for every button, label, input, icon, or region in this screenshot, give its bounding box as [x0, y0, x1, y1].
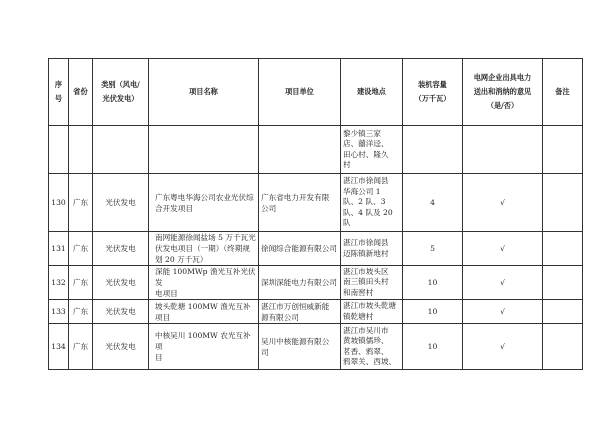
- capacity-cell: 10: [403, 324, 463, 370]
- remarks-cell: [543, 232, 583, 266]
- header-project-unit: 项目单位: [259, 59, 341, 126]
- header-category-line: 类别（风电/: [101, 80, 140, 89]
- name-line: 电项目: [155, 289, 178, 298]
- location-cell: [341, 324, 403, 370]
- name-line: 合开发项目: [155, 203, 193, 213]
- unit-line: 司: [261, 347, 269, 357]
- location-line: 和南窖村: [343, 287, 374, 297]
- table-cell: [463, 126, 543, 174]
- location-line: 队、2 队、3: [343, 197, 386, 207]
- header-location: 建设地点: [341, 59, 403, 126]
- location-line: 队、4 队及 20: [343, 207, 393, 217]
- seq-cell: 133: [49, 300, 69, 324]
- province-cell: 广东: [69, 266, 93, 300]
- location-line: 华海公司 1: [343, 186, 381, 196]
- table-cell: [49, 126, 69, 174]
- header-opinion-line: （是/否）: [486, 101, 519, 110]
- unit-line: 深圳深能电力有限公司: [261, 278, 337, 287]
- project-name-cell: [149, 266, 259, 300]
- location-line: 店、囍洋迳、: [343, 139, 389, 148]
- location-line: 鸦翠关、西坡、: [343, 357, 397, 366]
- header-seq-line: 号: [54, 94, 63, 103]
- unit-line: 湛江市万创恒威新能: [261, 301, 330, 311]
- table-cell: [69, 126, 93, 174]
- name-line: 划 20 万千瓦）: [155, 255, 208, 264]
- location-line: 湛江市坡头乾塘: [343, 301, 397, 310]
- location-cell: [341, 266, 403, 300]
- project-name-cell: [149, 174, 259, 232]
- project-unit-cell: [259, 300, 341, 324]
- capacity-cell: 10: [403, 300, 463, 324]
- header-grid-opinion: [463, 59, 543, 126]
- header-seq-line: 序: [54, 80, 63, 89]
- seq-cell: 132: [49, 266, 69, 300]
- unit-line: 吴川中核能源有限公: [261, 336, 330, 346]
- location-line: 湛江市坡头区: [343, 266, 389, 276]
- project-name-cell: [149, 324, 259, 370]
- project-unit-cell: [259, 324, 341, 370]
- table-row: [49, 232, 583, 266]
- province-cell: 广东: [69, 324, 93, 370]
- header-row: [49, 59, 583, 126]
- category-cell: 光伏发电: [93, 324, 149, 370]
- project-unit-cell: [259, 266, 341, 300]
- location-cell: [341, 300, 403, 324]
- category-cell: 光伏发电: [93, 266, 149, 300]
- header-opinion-line: 送出和消纳的意见: [473, 87, 532, 96]
- table-cell: [93, 126, 149, 174]
- unit-line: 徐闻综合能源有限公司: [261, 244, 337, 253]
- unit-line: 源有限公司: [261, 312, 299, 322]
- header-category-line: 光伏发电）: [102, 94, 139, 103]
- location-line: 田心村、隆久: [343, 149, 389, 159]
- table-row: [49, 300, 583, 324]
- province-cell: 广东: [69, 174, 93, 232]
- header-project-name: 项目名称: [149, 59, 259, 126]
- opinion-cell: √: [463, 232, 543, 266]
- table-cell: [149, 126, 259, 174]
- table-row: [49, 266, 583, 300]
- header-opinion-line: 电网企业出具电力: [473, 73, 532, 82]
- continuation-row: [49, 126, 583, 174]
- province-cell: 广东: [69, 232, 93, 266]
- header-capacity-line: 装机容量: [418, 80, 447, 89]
- name-line: 深能 100MWp 渔光互补光伏发: [155, 267, 256, 287]
- remarks-cell: [543, 300, 583, 324]
- seq-cell: 131: [49, 232, 69, 266]
- header-category: [93, 59, 149, 126]
- project-unit-cell: [259, 174, 341, 232]
- header-remarks: 备注: [543, 59, 583, 126]
- table-row: [49, 174, 583, 232]
- location-line: 湛江市吴川市: [343, 325, 389, 335]
- location-line: 村: [343, 160, 351, 169]
- capacity-cell: 5: [403, 232, 463, 266]
- name-line: 目: [155, 353, 163, 362]
- capacity-cell: 4: [403, 174, 463, 232]
- name-line: 南网能源徐闻盐场 5 万千瓦光: [155, 233, 256, 242]
- location-line: 队: [343, 218, 351, 228]
- location-line: 湛江市徐闻县: [343, 176, 389, 186]
- opinion-cell: √: [463, 300, 543, 324]
- name-line: 坡头乾塘 100MW 渔光互补项目: [155, 301, 251, 322]
- location-line: 黎少镇三家: [343, 128, 381, 138]
- unit-line: 广东省电力开发有限: [261, 192, 330, 202]
- name-line: 中核吴川 100MW 农光互补项: [155, 331, 251, 351]
- seq-cell: 130: [49, 174, 69, 232]
- project-name-cell: [149, 232, 259, 266]
- province-cell: 广东: [69, 300, 93, 324]
- table-cell: [403, 126, 463, 174]
- opinion-cell: √: [463, 266, 543, 300]
- name-line: 广东粤电华海公司农业光伏综: [155, 192, 254, 202]
- header-capacity: [403, 59, 463, 126]
- project-name-cell: [149, 300, 259, 324]
- category-cell: 光伏发电: [93, 300, 149, 324]
- location-cell: [341, 232, 403, 266]
- remarks-cell: [543, 324, 583, 370]
- table-row: [49, 324, 583, 370]
- header-capacity-line: （万千瓦）: [414, 94, 451, 103]
- location-line: 镇乾塘村: [343, 311, 374, 321]
- remarks-cell: [543, 174, 583, 232]
- seq-cell: 134: [49, 324, 69, 370]
- category-cell: 光伏发电: [93, 232, 149, 266]
- header-province: 省份: [69, 59, 93, 126]
- project-unit-cell: [259, 232, 341, 266]
- header-seq: [49, 59, 69, 126]
- name-line: 伏发电项目（一期）（终期规: [155, 244, 250, 253]
- unit-line: 公司: [261, 203, 277, 213]
- remarks-cell: [543, 266, 583, 300]
- location-cell: [341, 174, 403, 232]
- location-line: 茗香、鸦翠、: [343, 346, 389, 356]
- table-cell: [543, 126, 583, 174]
- table-cell: [259, 126, 341, 174]
- opinion-cell: √: [463, 324, 543, 370]
- location-cell: [341, 126, 403, 174]
- location-line: 迈陈镇新地村: [343, 248, 389, 258]
- category-cell: 光伏发电: [93, 174, 149, 232]
- location-line: 南三镇田头村: [343, 277, 389, 287]
- capacity-cell: 10: [403, 266, 463, 300]
- opinion-cell: √: [463, 174, 543, 232]
- location-line: 黄坡镇儒珍、: [343, 336, 389, 345]
- location-line: 湛江市徐闻县: [343, 238, 389, 247]
- project-table: [48, 58, 583, 370]
